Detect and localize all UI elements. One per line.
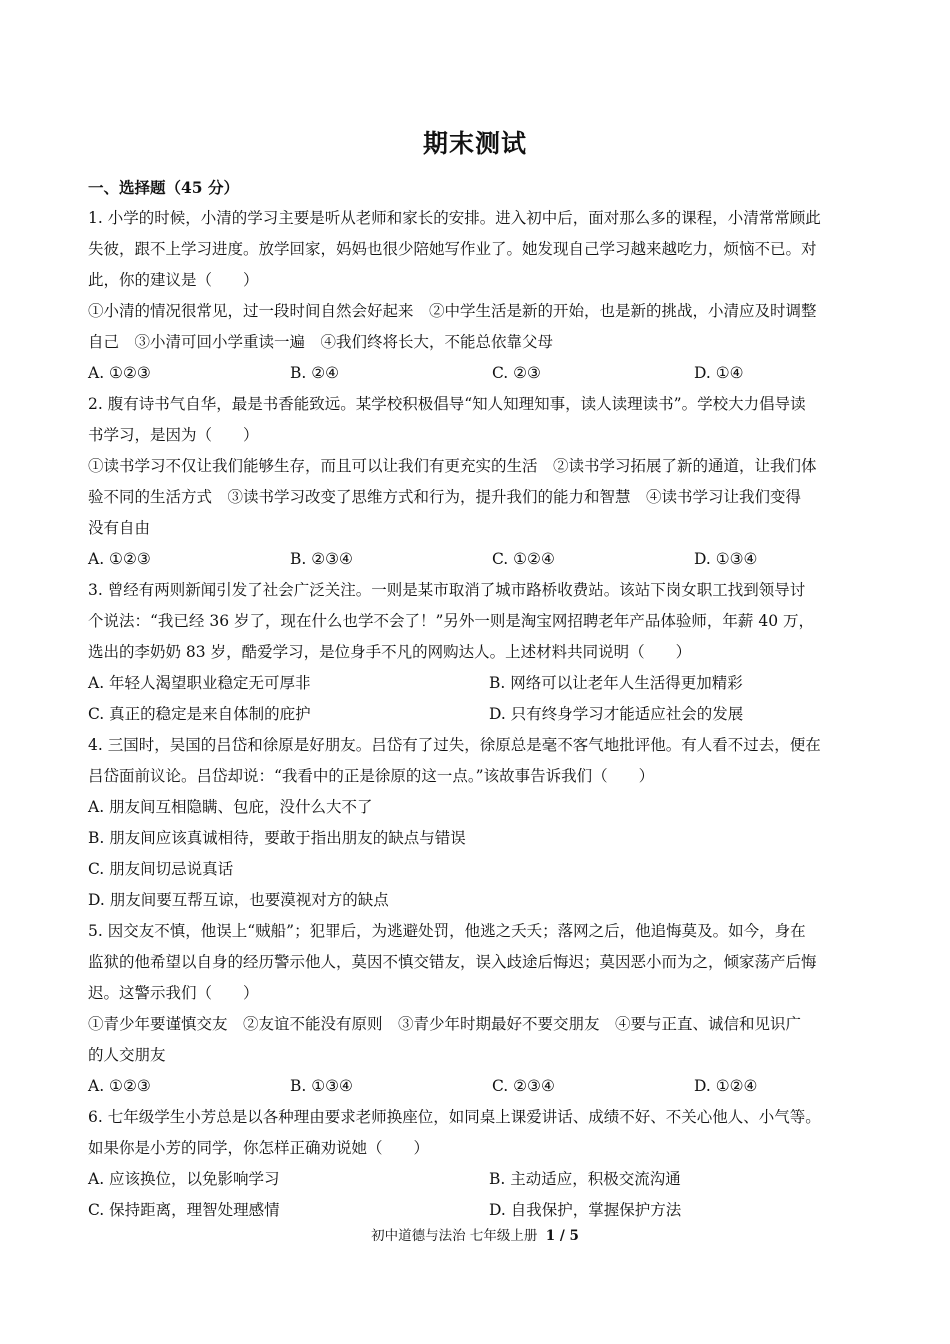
page-number: 1 / 5 xyxy=(545,1228,579,1244)
answer-options xyxy=(88,699,864,730)
option-c: C. 保持距离，理智处理感情 xyxy=(88,1201,280,1219)
question-line: 4. 三国时，吴国的吕岱和徐原是好朋友。吕岱有了过失，徐原总是毫不客气地批评他。有人看不过去，便在 xyxy=(88,736,821,754)
option-c: C. ②③ xyxy=(492,364,541,382)
page-title: 期末测试 xyxy=(422,129,527,158)
option-c: C. ②③④ xyxy=(492,1077,555,1095)
answer-options xyxy=(88,1071,864,1102)
option-a: A. ①②③ xyxy=(88,1077,151,1095)
option-b: B. 主动适应，积极交流沟通 xyxy=(489,1170,681,1188)
question-line: 没有自由 xyxy=(88,519,151,537)
question-4 xyxy=(88,730,864,916)
option-a: A. 应该换位，以免影响学习 xyxy=(88,1170,280,1188)
option-d: D. ①④ xyxy=(694,364,744,382)
exam-content xyxy=(88,172,864,1226)
footer-subject: 初中道德与法治 七年级上册 xyxy=(371,1228,538,1244)
answer-options xyxy=(88,668,864,699)
question-line: 5. 因交友不慎，他误上“贼船”；犯罪后，为逃避处罚，他逃之夭夭；落网之后，他追悔莫及。如今，身在 xyxy=(88,922,806,940)
option-b: B. ②③④ xyxy=(290,550,353,568)
option-b: B. ①③④ xyxy=(290,1077,353,1095)
section-heading: 一、选择题（45 分） xyxy=(88,178,239,197)
answer-options xyxy=(88,358,864,389)
option-d: D. ①②④ xyxy=(694,1077,758,1095)
option-b: B. 朋友间应该真诚相待，要敢于指出朋友的缺点与错误 xyxy=(88,829,466,847)
question-line: ①读书学习不仅让我们能够生存，而且可以让我们有更充实的生活 ②读书学习拓展了新的通道，让我们体 xyxy=(88,457,817,475)
question-line: 验不同的生活方式 ③读书学习改变了思维方式和行为，提升我们的能力和智慧 ④读书学习让我们变得 xyxy=(88,488,802,506)
option-b: B. 网络可以让老年人生活得更加精彩 xyxy=(489,674,743,692)
question-2 xyxy=(88,389,864,575)
option-a: A. 朋友间互相隐瞒、包庇，没什么大不了 xyxy=(88,798,373,816)
question-line: 的人交朋友 xyxy=(88,1046,166,1064)
option-b: B. ②④ xyxy=(290,364,340,382)
question-line: 6. 七年级学生小芳总是以各种理由要求老师换座位，如同桌上课爱讲话、成绩不好、不关心他人、小气等。 xyxy=(88,1108,821,1126)
question-line: ①青少年要谨慎交友 ②友谊不能没有原则 ③青少年时期最好不要交朋友 ④要与正直、诚信和见识广 xyxy=(88,1015,802,1033)
option-d: D. 朋友间要互帮互谅，也要漠视对方的缺点 xyxy=(88,891,389,909)
question-line: 个说法：“我已经 36 岁了，现在什么也学不会了！”另外一则是淘宝网招聘老年产品体验师，年薪 40 万， xyxy=(88,612,815,630)
question-line: 此，你的建议是（ ） xyxy=(88,271,259,289)
answer-options xyxy=(88,1195,864,1226)
option-a: A. ①②③ xyxy=(88,364,151,382)
option-c: C. 真正的稳定是来自体制的庇护 xyxy=(88,705,311,723)
option-d: D. 自我保护，掌握保护方法 xyxy=(489,1201,682,1219)
question-line: 如果你是小芳的同学，你怎样正确劝说她（ ） xyxy=(88,1139,430,1157)
option-a: A. 年轻人渴望职业稳定无可厚非 xyxy=(88,674,311,692)
option-d: D. ①③④ xyxy=(694,550,758,568)
question-line: 2. 腹有诗书气自华，最是书香能致远。某学校积极倡导“知人知理知事，读人读理读书”。学校大力倡导读 xyxy=(88,395,806,413)
question-line: 选出的李奶奶 83 岁，酷爱学习，是位身手不凡的网购达人。上述材料共同说明（ ） xyxy=(88,643,692,661)
question-6 xyxy=(88,1102,864,1226)
option-d: D. 只有终身学习才能适应社会的发展 xyxy=(489,705,744,723)
option-c: C. 朋友间切忌说真话 xyxy=(88,860,234,878)
question-5 xyxy=(88,916,864,1102)
question-line: 监狱的他希望以自身的经历警示他人，莫因不慎交错友，误入歧途后悔迟；莫因恶小而为之，倾家荡产后悔 xyxy=(88,953,817,971)
option-a: A. ①②③ xyxy=(88,550,151,568)
question-line: ①小清的情况很常见，过一段时间自然会好起来 ②中学生活是新的开始，也是新的挑战，小清应及时调整 xyxy=(88,302,817,320)
question-line: 失彼，跟不上学习进度。放学回家，妈妈也很少陪她写作业了。她发现自己学习越来越吃力，烦恼不已。对 xyxy=(88,240,817,258)
page-footer xyxy=(0,1224,950,1244)
question-line: 自己 ③小清可回小学重读一遍 ④我们终将长大，不能总依靠父母 xyxy=(88,333,554,351)
question-3 xyxy=(88,575,864,730)
question-line: 书学习，是因为（ ） xyxy=(88,426,259,444)
question-line: 吕岱面前议论。吕岱却说：“我看中的正是徐原的这一点。”该故事告诉我们（ ） xyxy=(88,767,655,785)
question-line: 1. 小学的时候，小清的学习主要是听从老师和家长的安排。进入初中后，面对那么多的课程，小清常常顾此 xyxy=(88,209,821,227)
option-c: C. ①②④ xyxy=(492,550,555,568)
question-1 xyxy=(88,203,864,389)
answer-options xyxy=(88,544,864,575)
answer-options xyxy=(88,1164,864,1195)
question-line: 迟。这警示我们（ ） xyxy=(88,984,259,1002)
question-line: 3. 曾经有两则新闻引发了社会广泛关注。一则是某市取消了城市路桥收费站。该站下岗女职工找到领导讨 xyxy=(88,581,806,599)
